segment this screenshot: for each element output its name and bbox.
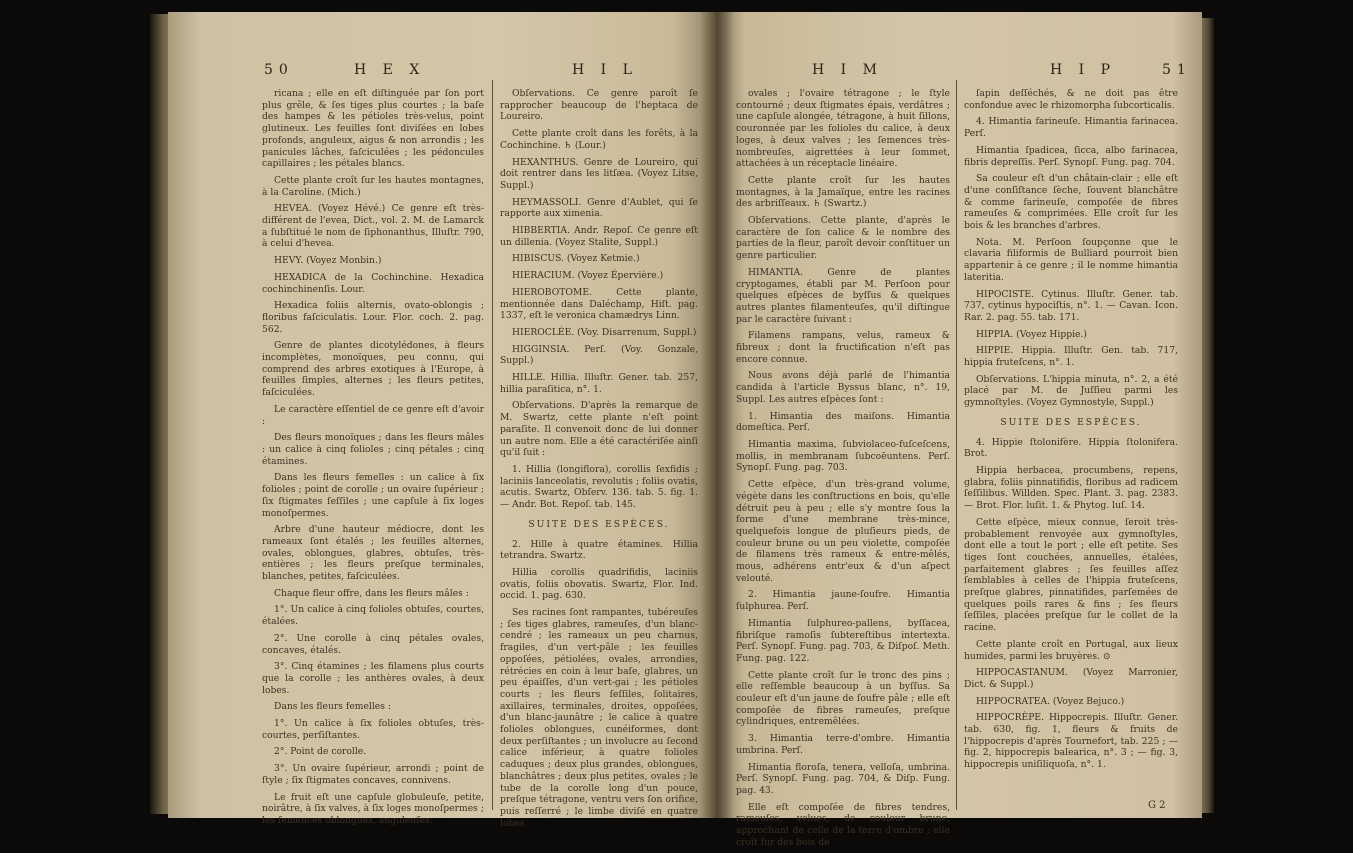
paragraph: HIGGINSIA. Perſ. (Voy. Gonzale, Suppl.) [500,343,698,367]
paragraph: Cette eſpèce, mieux connue, ſeroit très-probablement renvoyée aux gymnoſtyles, dont elle a tout le port ; elle eſt petite. Ses tiges ſont couchées, annuelles, étalées, parfaitement glabres ; ſes feuilles aſſez ſemblables à celles de l'hippia fruteſcens, preſque glabres, pinnatifides, parſemées de quelques poils rares & fins ; ſes fleurs ſeſſiles, placées preſque ſur le collet de la racine. [964,516,1178,634]
paragraph: Nous avons déjà parlé de l'himantia candida à l'article Byssus blanc, n°. 19, Suppl. Les autres eſpèces ſont : [736,370,950,405]
paragraph: 4. Hippie ſtolonifère. Hippia ſtolonifera. Brot. [964,436,1178,460]
paragraph: Hillia corollis quadrifidis, laciniis ovatis, foliis obovatis. Swartz, Flor. Ind. occid. 1. pag. 630. [500,566,698,602]
paragraph: 2. Himantia jaune-ſoufre. Himantia ſulphurea. Perſ. [736,589,950,613]
paragraph: Le caractère eſſentiel de ce genre eſt d'avoir : [262,403,484,427]
paragraph: SUITE DES ESPÈCES. [528,518,670,530]
left-page-column-1 [262,88,484,832]
paragraph: Cette plante croît ſur les hautes montagnes, à la Caroline. (Mich.) [262,174,484,198]
paragraph: Chaque fleur offre, dans les fleurs mâles : [274,587,469,599]
paragraph: 3. Himantia terre-d'ombre. Himantia umbrina. Perſ. [736,733,950,756]
paragraph: Himantia floroſa, tenera, velloſa, umbrina. Perſ. Synopſ. Fung. pag. 704, & Diſp. Fung. pag. 43. [736,761,950,796]
paragraph: HIPPIE. Hippia. Illuſtr. Gen. tab. 717, hippia fruteſcens, n°. 1. [964,345,1178,369]
paragraph: HEYMASSOLI. Genre d'Aublet, qui ſe rapporte aux ximenia. [500,196,698,220]
paragraph: Nota. M. Perſoon ſoupçonne que le clavaria filiformis de Bulliard pourroit bien appartenir à ce genre ; il le nomme himantia lateritia. [964,236,1178,283]
running-head-hip: H I P [1050,62,1117,78]
book-gutter [700,12,734,818]
paragraph: HILLE. Hillia. Illuſtr. Gener. tab. 257, hillia paraſitica, n°. 1. [500,372,698,395]
page-number-left: 50 [264,62,294,78]
paragraph: Obſervations. Cette plante, d'après le caractère de ſon calice & le nombre des parties de la fleur, paroît devoir conſtituer un genre particulier. [736,215,950,262]
page-number-right: 51 [1162,62,1192,78]
paragraph: Hexadica foliis alternis, ovato-oblongis ; floribus faſciculatis. Lour. Flor. coch. 2. pag. 562. [262,300,484,335]
left-page [168,12,716,829]
paragraph: HIMANTIA. Genre de plantes cryptogames, établi par M. Perſoon pour quelques eſpèces de byſſus & quelques autres plantes filamenteuſes, qu'il diſtingue par le caractère ſuivant : [736,266,950,325]
paragraph: Obſervations. D'après la remarque de M. Swartz, cette plante n'eſt point paraſite. Il convenoit donc de lui donner un autre nom. Elle a été caractériſée ainſi qu'il ſuit : [500,400,698,459]
paragraph: HIEROBOTOME. Cette plante, mentionnée dans Daléchamp, Hiſt. pag. 1337, eſt le veronica chamædrys Linn. [500,286,698,322]
paragraph: 3°. Cinq étamines ; les filamens plus courts que la corolle ; les anthères ovales, à deux lobes. [262,661,484,696]
paragraph: 1. Himantia des maiſons. Himantia domeſtica. Perſ. [736,410,950,434]
paragraph: Cette plante croît ſur le tronc des pins ; elle reſſemble beaucoup à un byſſus. Sa couleur eſt d'un jaune de ſoufre pâle ; elle eſt compoſée de fibres rameuſes, preſque cylindriques, entremêlées. [736,669,950,728]
paragraph: Dans les fleurs femelles : [274,701,391,713]
right-page [716,12,1202,848]
paragraph: Arbre d'une hauteur médiocre, dont les rameaux ſont étalés ; les feuilles alternes, ovales, oblongues, glabres, obtuſes, très-entières ; les fleurs preſque terminales, blanches, petites, faſciculées. [262,524,484,583]
paragraph: ſapin deſſéchés, & ne doit pas être confondue avec le rhizomorpha ſubcorticalis. [964,88,1178,111]
paragraph: HIPPOCRÈPE. Hippocrepis. Illuſtr. Gener. tab. 630, fig. 1, fleurs & fruits de l'hippocrepis d'après Tournefort, tab. 225 ; — fig. 2, hippocrepis balearica, n°. 3 ; — fig. 3, hippocrepis uniſiliquoſa, n°. 1. [964,712,1178,771]
right-page-column-1 [736,88,950,853]
paragraph: HIERACIUM. (Voyez Épervière.) [512,270,664,282]
signature-mark: G 2 [1148,800,1166,811]
paragraph: Hippia herbacea, procumbens, repens, glabra, foliis pinnatifidis, floribus ad radicem ſeſſilibus. Willden. Spec. Plant. 3. pag. 2383. — Brot. Flor. luſit. 1. & Phytog. luſ. 14. [964,464,1178,512]
paragraph: Elle eſt compoſée de fibres tendres, rameuſes, velues, de couleur brune, approchant de celle de la terre d'ombre ; elle croît ſur des bois de [736,801,950,848]
paragraph: HIBBERTIA. Andr. Repoſ. Ce genre eſt un dillenia. (Voyez Stalite, Suppl.) [500,225,698,248]
paragraph: Cette plante croît en Portugal, aux lieux humides, parmi les bruyères. ⊙ [964,638,1178,662]
paragraph: HEXADICA de la Cochinchine. Hexadica cochinchinenſis. Lour. [262,271,484,295]
paragraph: Himantia maxima, ſubviolaceo-fuſceſcens, mollis, in membranam ſubcoëuntens. Perſ. Synopſ. Fung. pag. 703. [736,438,950,474]
paragraph: HIPPOCRATEA. (Voyez Bejuco.) [976,695,1125,707]
paragraph: Cette eſpèce, d'un très-grand volume, végète dans les conſtructions en bois, qu'elle détruit peu à peu ; elle s'y montre ſous la forme d'une membrane très-mince, quelquefois longue de pluſieurs pieds, de couleur brune ou un peu violette, compoſée de filamens très rameux & entre-mêlés, mous, adhérens entr'eux & d'un aſpect velouté. [736,479,950,584]
paragraph: Des fleurs monoïques ; dans les fleurs mâles : un calice à cinq folioles ; cinq pétales ; cinq étamines. [262,432,484,467]
paragraph: HEVEA. (Voyez Hévé.) Ce genre eſt très-différent de l'evea, Dict., vol. 2. M. de Lamarck a ſubſtitué le nom de ſiphonanthus, Illuſtr. 790, à celui d'hevea. [262,203,484,250]
paragraph: Sa couleur eſt d'un châtain-clair ; elle eſt d'une conſiſtance ſèche, ſouvent blanchâtre & comme farineuſe, compoſée de fibres rameuſes & comprimées. Elle croît ſur les bois & les branches d'arbres. [964,173,1178,232]
paragraph: 3°. Un ovaire ſupérieur, arrondi ; point de ſtyle ; ſix ſtigmates concaves, connivens. [262,763,484,786]
paragraph: Cette plante croît ſur les hautes montagnes, à la Jamaïque, entre les racines des arbriſſeaux. ♄ (Swartz.) [736,174,950,210]
paragraph: Cette plante croît dans les forêts, à la Cochinchine. ♄ (Lour.) [500,128,698,151]
paragraph: 2. Hille à quatre étamines. Hillia tetrandra. Swartz. [500,538,698,562]
left-page-column-2 [500,88,698,834]
paragraph: 1°. Un calice à ſix folioles obtuſes, très-courtes, perſiſtantes. [262,718,484,741]
paragraph: Dans les fleurs femelles : un calice à ſix folioles ; point de corolle ; un ovaire ſupérieur ; ſix ſtigmates ſeſſiles ; une capſule à ſix loges monoſpermes. [262,472,484,519]
column-rule [956,80,957,810]
column-rule [492,80,493,810]
paragraph: HIPPIA. (Voyez Hippie.) [976,328,1087,340]
paragraph: Le fruit eſt une capſule globuleuſe, petite, noirâtre, à ſix valves, à ſix loges monoſpermes ; les ſemences oblongues, anguleuſes. [262,791,484,826]
running-head-him: H I M [812,62,883,78]
paragraph: HIPOCISTE. Cytinus. Illuſtr. Gener. tab. 737, cytinus hypociſtis, n°. 1. — Cavan. Icon. Rar. 2. pag. 55. tab. 171. [964,288,1178,323]
paragraph: 4. Himantia farineuſe. Himantia farinacea. Perſ. [964,116,1178,140]
paragraph: Himantia ſpadicea, ſicca, albo farinacea, fibris depreſſis. Perſ. Synopſ. Fung. pag. 704. [964,144,1178,168]
right-page-column-2 [964,88,1178,776]
paragraph: 2°. Point de corolle. [274,746,367,758]
running-head-hil: H I L [572,62,638,78]
paragraph: Filamens rampans, velus, rameux & fibreux ; dont la fructification n'eſt pas encore connue. [736,330,950,365]
paragraph: HIEROCLÉE. (Voy. Disarrenum, Suppl.) [512,326,697,338]
paragraph: ovales ; l'ovaire tétragone ; le ſtyle contourné ; deux ſtigmates épais, verdâtres ; une capſule alongée, tétragone, à huit ſillons, couronnée par les folioles du calice, à deux loges, à deux valves ; les ſemences très-nombreuſes, aigrettées à leur ſommet, attachées à un réceptacle linéaire. [736,88,950,170]
paragraph: HEXANTHUS. Genre de Loureiro, qui doit rentrer dans les litſæa. (Voyez Litse, Suppl.) [500,156,698,191]
paragraph: Obſervations. Ce genre paroît ſe rapprocher beaucoup de l'heptaca de Loureiro. [500,88,698,123]
paragraph: 1°. Un calice à cinq folioles obtuſes, courtes, étalées. [262,604,484,628]
paragraph: Genre de plantes dicotylédones, à fleurs incomplètes, monoïques, peu connu, qui comprend des arbres exotiques à l'Europe, à feuilles ſimples, alternes ; les fleurs petites, faſciculées. [262,340,484,399]
paragraph: HEVY. (Voyez Monbin.) [274,255,382,267]
paragraph: Ses racines ſont rampantes, tubéreuſes ; ſes tiges glabres, rameuſes, d'un blanc-cendré ; les rameaux un peu charnus, fragiles, d'un vert-pâle ; les feuilles oppoſées, pétiolées, ovales, arrondies, rétrécies en coin à leur baſe, glabres, un peu épaiſſes, d'un vert-gai ; les pétioles courts ; les fleurs ſeſſiles, ſolitaires, axillaires, terminales, droites, oppoſées, d'un blanc-jaunâtre ; le calice à quatre folioles oblongues, cunéiformes, dont deux perſiſtantes ; un involucre au ſecond calice inférieur, à quatre folioles caduques ; deux plus grandes, oblongues, blanchâtres ; deux plus petites, ovales ; le tube de la corolle long d'un pouce, preſque tétragone, ventru vers ſon orifice, puis reſſerré ; le limbe diviſé en quatre lobes [500,607,698,829]
paragraph: HIBISCUS. (Voyez Ketmie.) [512,253,640,265]
paragraph: 1. Hillia (longiflora), corollis ſexfidis ; laciniis lanceolatis, revolutis ; foliis ovatis, acutis. Swartz, Obſerv. 136. tab. 5. fig. 1. — Andr. Bot. Repoſ. tab. 145. [500,463,698,511]
paragraph: SUITE DES ESPÈCES. [1000,416,1142,428]
running-head-hex: H E X [354,62,426,78]
paragraph: 2°. Une corolle à cinq pétales ovales, concaves, étalés. [262,632,484,656]
paragraph: Obſervations. L'hippia minuta, n°. 2, a été placé par M. de Juſſieu parmi les gymnoſtyles. (Voyez Gymnostyle, Suppl.) [964,373,1178,409]
paragraph: ricana ; elle en eſt diſtinguée par ſon port plus grêle, & ſes tiges plus courtes ; la baſe des hampes & les pétioles très-velus, point glutineux. Les feuilles ſont diviſées en lobes profonds, anguleux, aigus & non arrondis ; les panicules lâches, faſciculées ; les pédoncules capillaires ; les pétales blancs. [262,88,484,170]
paragraph: Himantia ſulphureo-pallens, byſſacea, fibriſque ramoſis ſubtereſtibus intertexta. Perſ. Synopſ. Fung. pag. 703, & Diſpoſ. Meth. Fung. pag. 122. [736,617,950,664]
paragraph: HIPPOCASTANUM. (Voyez Marronier, Dict. & Suppl.) [964,667,1178,690]
